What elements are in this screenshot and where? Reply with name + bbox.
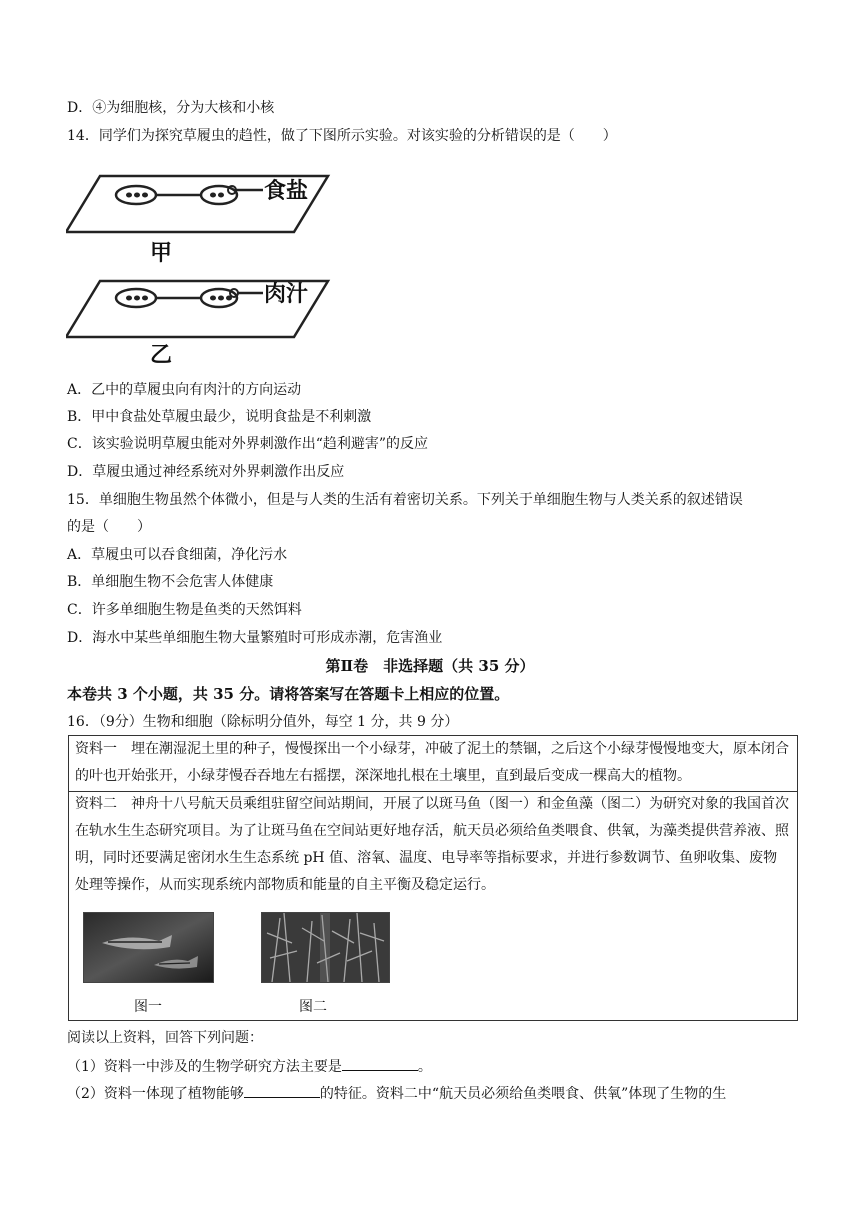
material-one-text: 资料一 埋在潮湿泥土里的种子，慢慢探出一个小绿芽，冲破了泥土的禁锢，之后这个小绿芽慢慢地变大，原本闭合的叶也开始张开，小绿芽慢吞吞地左右摇摆，深深地扎根在土壤里，直到最后变成一棵高大的植物。: [75, 741, 789, 784]
q16-sub2-end: 的特征。资料二中“航天员必须给鱼类喂食、供氧”体现了生物的生: [319, 1086, 727, 1102]
answer-blank-1[interactable]: [342, 1056, 418, 1071]
q16-prompt: 阅读以上资料，回答下列问题：: [67, 1030, 263, 1046]
zebrafish-photo: [83, 912, 214, 983]
caption-jia: 甲: [150, 241, 173, 266]
figure-two-caption: 图二: [299, 999, 327, 1015]
material-one-box: [68, 735, 798, 792]
hornwort-photo: [261, 912, 390, 983]
q16-sub2-text: （2）资料一体现了植物能够: [67, 1086, 244, 1102]
section-instruction: 本卷共 3 个小题，共 35 分。请将答案写在答题卡上相应的位置。: [67, 685, 510, 703]
material-two-box: [68, 791, 798, 1021]
q14-option-a: A．乙中的草履虫向有肉汁的方向运动: [67, 382, 302, 398]
q14-option-d: D．草履虫通过神经系统对外界刺激作出反应: [67, 464, 345, 480]
q15-stem-line1: 15．单细胞生物虽然个体微小，但是与人类的生活有着密切关系。下列关于单细胞生物与人类关系的叙述错误: [67, 492, 743, 508]
label-salt: 食盐: [264, 179, 309, 204]
q14-experiment-figure: [66, 158, 336, 368]
answer-blank-2[interactable]: [244, 1083, 320, 1098]
material-two-text: 资料二 神舟十八号航天员乘组驻留空间站期间，开展了以斑马鱼（图一）和金鱼藻（图二）为研究对象的我国首次在轨水生生态研究项目。为了让斑马鱼在空间站更好地存活，航天员必须给鱼类喂食、供氧，为藻类提供营养液、照明，同时还要满足密闭水生生态系统 pH 值、溶氧、温度、电导率等指标要求，并进行参数调节、鱼卵收集、废物处理等操作，从而实现系统内部物质和能量的自主平衡及稳定运行。: [75, 796, 789, 893]
q16-sub2: [67, 1083, 726, 1104]
q14-option-b: B．甲中食盐处草履虫最少，说明食盐是不利刺激: [67, 409, 372, 425]
q16-sub1: [67, 1056, 432, 1077]
q16-sub1-text: （1）资料一中涉及的生物学研究方法主要是: [67, 1059, 342, 1075]
q15-option-c: C．许多单细胞生物是鱼类的天然饵料: [67, 602, 302, 618]
slide-diagram: [66, 158, 336, 368]
q15-option-a: A．草履虫可以吞食细菌，净化污水: [67, 547, 288, 563]
figure-one-caption: 图一: [134, 999, 162, 1015]
q16-sub1-end: 。: [417, 1059, 432, 1075]
section-title: 第Ⅱ卷 非选择题（共 35 分）: [325, 657, 535, 675]
q14-stem: 14．同学们为探究草履虫的趋性，做了下图所示实验。对该实验的分析错误的是（ ）: [67, 128, 617, 144]
label-meat-juice: 肉汁: [264, 282, 309, 307]
q14-option-c: C．该实验说明草履虫能对外界刺激作出“趋利避害”的反应: [67, 436, 429, 452]
q13-option-d: D．④为细胞核，分为大核和小核: [67, 100, 275, 116]
q15-stem-line2: 的是（ ）: [67, 519, 151, 535]
q16-header: 16．（9分）生物和细胞（除标明分值外，每空 1 分，共 9 分）: [67, 714, 459, 730]
caption-yi: 乙: [150, 343, 173, 368]
q15-option-b: B．单细胞生物不会危害人体健康: [67, 574, 274, 590]
q15-option-d: D．海水中某些单细胞生物大量繁殖时可形成赤潮，危害渔业: [67, 630, 443, 646]
